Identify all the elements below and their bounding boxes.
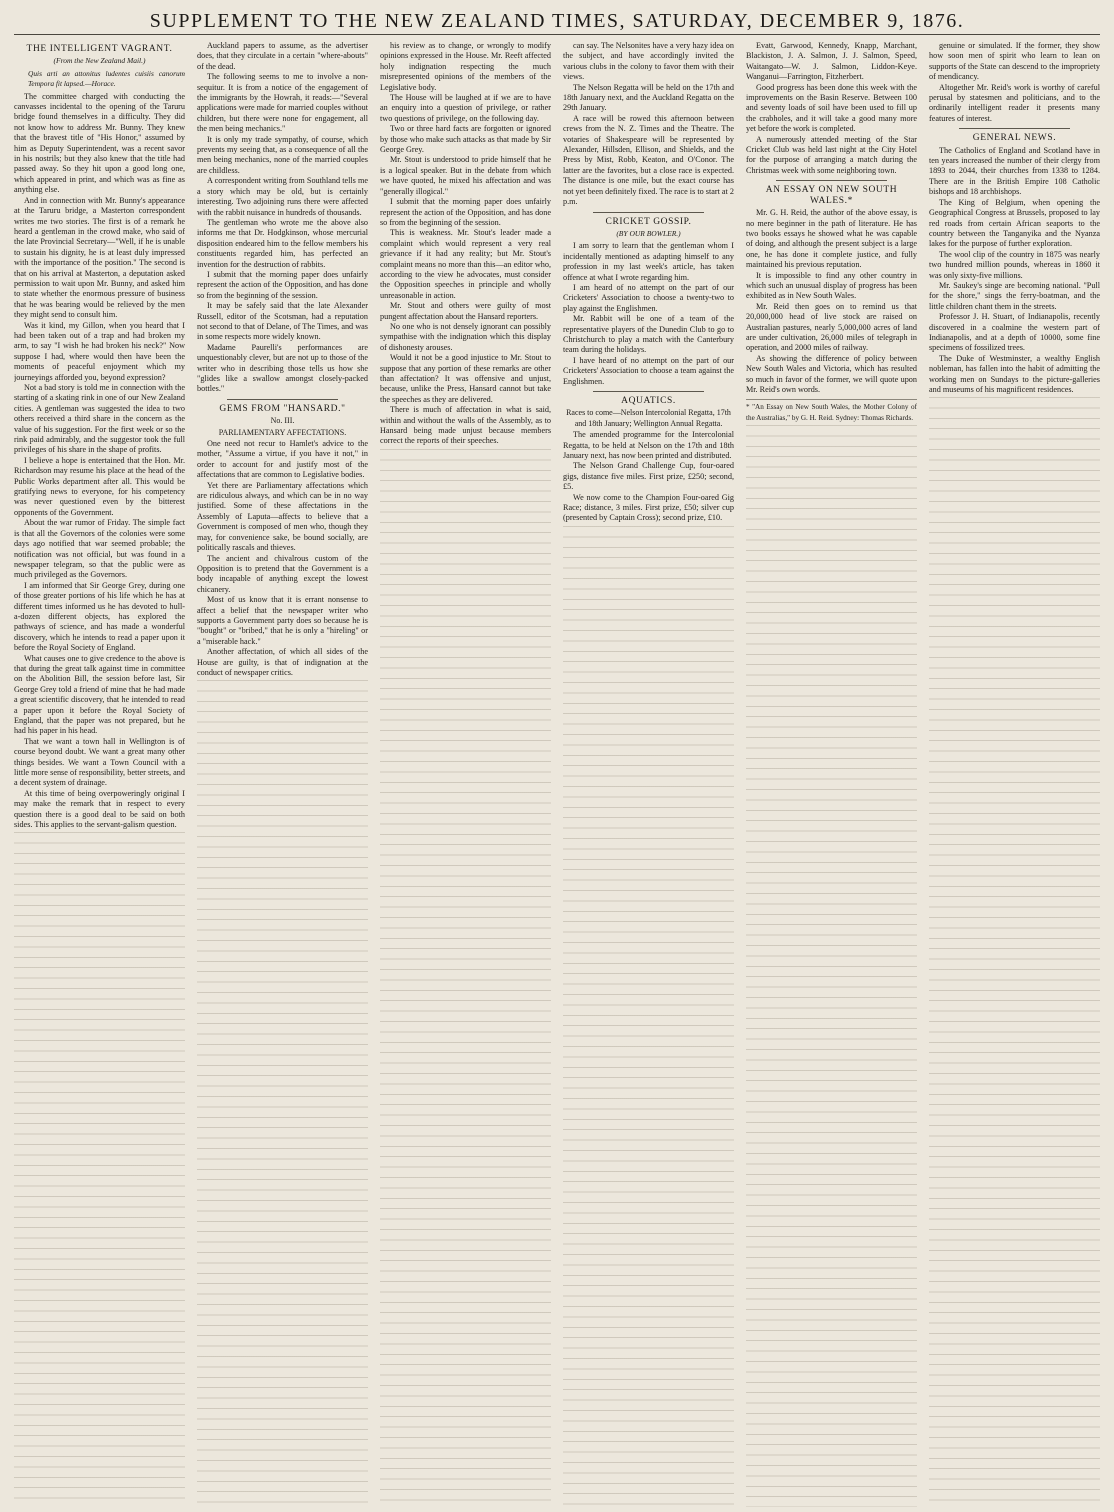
paragraph: There is much of affectation in what is said, within and without the walls of the Assembly, as to Hansard being made unjust because members correct the reports of their speeches.	[380, 405, 551, 446]
section-divider	[959, 128, 1070, 129]
paragraph: The wool clip of the country in 1875 was nearly two hundred million pounds, whereas in 1860 it was only sixty-five millions.	[929, 249, 1100, 280]
section-divider	[227, 399, 338, 400]
text-continuation	[380, 449, 551, 1507]
article-body	[563, 430, 734, 524]
article-body	[380, 41, 551, 447]
paragraph: The gentleman who wrote me the above also informs me that Dr. Hodgkinson, whose mercurial disposition endeared him to the fellow members his constituents regarded him, has perfected an invention for the destruction of rabbits.	[197, 217, 368, 269]
paragraph: Was it kind, my Gillon, when you heard that I had been taken out of a trap and had broken my arm, to say "I wish he had broken his neck?" Now suppose I had, where would then have been the moments of peaceful enjoyment which my journeyings afforded you, beyond expression?	[14, 320, 185, 382]
paragraph: The Nelson Grand Challenge Cup, four-oared gigs, distance five miles. First prize, £250; second, £5.	[563, 461, 734, 492]
paragraph: Mr. Saukey's singe are becoming national. "Pull for the shore," sings the ferry-boatman, and the little children chant them in the streets.	[929, 280, 1100, 311]
footnote: * "An Essay on New South Wales, the Mother Colony of the Australias," by G. H. Reid. Sydney: Thomas Richards.	[746, 399, 917, 423]
article-body	[197, 439, 368, 678]
article-body	[929, 41, 1100, 124]
paragraph: A race will be rowed this afternoon between crews from the N. Z. Times and the Theatre. The votaries of Shakespeare will be represented by Alexander, Hillsden, Ellison, and Shields, and the Press by Mist, Robb, Keaton, and O'Conor. The latter are the favorites, but a close race is expected. The distance is one mile, but the exact course has not yet been definitely fixed. The race is to start at 2 p.m.	[563, 113, 734, 207]
paragraph: Another affectation, of which all sides of the House are guilty, is that of indignation at the conduct of newspaper critics.	[197, 647, 368, 677]
paragraph: The House will be laughed at if we are to have an enquiry into a question of privilege, or rather two questions of privilege, on the following day.	[380, 93, 551, 123]
article-body	[197, 41, 368, 395]
paragraph: The committee charged with conducting the canvasses incidental to the opening of the Taruru bridge found themselves in a difficulty. They did not know how to address Mr. Bunny. They knew that the bravest title of "His Honor," assumed by him as Deputy Superintendent, was a recent savor in his nostrils; but they also knew that the title had passed away. So they hit upon a good long one, which appeared in print, and which was as fine as anything else.	[14, 91, 185, 195]
paragraph: Mr. G. H. Reid, the author of the above essay, is no mere beginner in the path of literature. He has two books essays he showed what he was capable of doing, and although the present subject is a large one, he has done it complete justice, and fully maintained his previous reputation.	[746, 208, 917, 270]
article-heading-cricket-gossip: CRICKET GOSSIP.	[605, 216, 692, 227]
paragraph: Mr. Reid then goes on to remind us that 20,000,000 head of live stock are raised on Australian pastures, nearly 5,000,000 acres of land are under cultivation, 26,000 miles of telegraph in operation, and 2000 miles of railway.	[746, 301, 917, 353]
article-heading-aquatics: AQUATICS.	[621, 396, 676, 406]
column-4	[563, 41, 734, 1507]
article-body	[563, 41, 734, 208]
paragraph: Professor J. H. Stuart, of Indianapolis, recently discovered in a coalmine the western part of Indianapolis, and at a depth of 10000, some fine specimens of fossilized trees.	[929, 312, 1100, 353]
article-number: No. III.	[270, 416, 295, 426]
paragraph: It may be safely said that the late Alexander Russell, editor of the Scotsman, had a reputation not second to that of Delane, of The Times, and was in some respects more widely known.	[197, 301, 368, 342]
paragraph: Mr. Stout is understood to pride himself that he is a logical speaker. But in the debate from which we have quoted, he mixed his affectation and was "generally illogical."	[380, 155, 551, 196]
article-body	[14, 92, 185, 831]
paragraph: genuine or simulated. If the former, they show how soon men of spirit who learn to lean on supports of the State can descend to the impropriety of mendicancy.	[929, 41, 1100, 82]
column-2	[197, 41, 368, 1507]
text-continuation	[197, 680, 368, 1507]
column-3	[380, 41, 551, 1507]
column-1	[14, 41, 185, 1507]
paragraph: Would it not be a good injustice to Mr. Stout to suppose that any portion of these remarks are other than affectation? It was offensive and unjust, because, unlike the Press, Hansard cannot but take the speeches as they are delivered.	[380, 353, 551, 404]
text-continuation	[563, 526, 734, 1507]
paragraph: The following seems to me to involve a non-sequitur. It is from a notice of the engagement of the immigrants by the Howrah, it reads:—"Several applications were made for married couples without children, but there were none for engagement, all the men being mechanics."	[197, 72, 368, 134]
paragraph: I have heard of no attempt on the part of our Cricketers' Association to choose a team against the Englishmen.	[563, 355, 734, 386]
paragraph: Auckland papers to assume, as the advertiser does, that they circulate in a certain "where-abouts" of the dead.	[197, 41, 368, 71]
paragraph: Evatt, Garwood, Kennedy, Knapp, Marchant, Blackiston, J. A. Salmon, J. J. Salmon, Speed, Waitangato—W. J. Salmon, Liddon-Keye. Wanganui—Farrington, Fitzherbert.	[746, 41, 917, 82]
article-epigraph: Quis arti an attonitus ludentes cuisiis canorum Tempora fit lapsed.—Horace.	[28, 68, 185, 89]
article-heading-intelligent-vagrant: THE INTELLIGENT VAGRANT.	[26, 44, 173, 54]
paragraph: Yet there are Parliamentary affectations which are ridiculous always, and which can be in no way justified. Some of these affectations in the Assembly of Laputa—affects to believe that a Government is composed of men who, though they may, for convenience sake, be bound socially, are politically rascals and thieves.	[197, 480, 368, 553]
masthead: SUPPLEMENT TO THE NEW ZEALAND TIMES, SATURDAY, DECEMBER 9, 1876.	[14, 8, 1100, 35]
paragraph: I believe a hope is entertained that the Hon. Mr. Richardson may resume his place at the head of the Public Works department after all. This would be gratifying news to everyone, for his competency was never questioned even by the bitterest opponents of the Government.	[14, 455, 185, 517]
article-heading-general-news: GENERAL NEWS.	[972, 133, 1057, 144]
column-5	[746, 41, 917, 1507]
paragraph: Most of us know that it is errant nonsense to affect a belief that the newspaper writer who supports a Government party does so because he is "bought" or "bribed," that he is only a "hireling" or a "miserable hack."	[197, 595, 368, 646]
paragraph: No one who is not densely ignorant can possibly sympathise with the indignation which this display of dishonesty arouses.	[380, 321, 551, 352]
paragraph: And in connection with Mr. Bunny's appearance at the Taruru bridge, a Masterton correspondent writes me two stories. The first is of a remark he heard a gentleman in the crowd make, who said of the late Provincial Secretary—"Well, if he is unable to sustain his dignity, he is at least duly impressed with the importance of the position." The second is that on his arrival at Masterton, a deputation asked permission to wait upon Mr. Bunny, and asked him to state whether the enormous pressure of business that he was bearing would be relieved by the men they might send to consult him.	[14, 195, 185, 320]
paragraph: Two or three hard facts are forgotten or ignored by those who make such attacks as that made by Sir George Grey.	[380, 124, 551, 155]
paragraph: Mr. Rabbit will be one of a team of the representative players of the Dunedin Club to go to Christchurch to play a match with the Canterbury team during the holidays.	[563, 314, 734, 355]
paragraph: Good progress has been done this week with the improvements on the Basin Reserve. Between 100 and seventy loads of soil have been used to fill up the crabholes, and it will take a good many more yet before the work is completed.	[746, 82, 917, 134]
paragraph: I am sorry to learn that the gentleman whom I incidentally mentioned as adapting himself to any profession in my last week's article, has taken offence at what I wrote regarding him.	[563, 241, 734, 282]
article-body	[746, 41, 917, 176]
paragraph: The King of Belgium, when opening the Geographical Congress at Brussels, proposed to lay red roads from certain African seaports to the country between the Tanganyika and the Nyanza lakes for the purpose of further exploration.	[929, 197, 1100, 249]
paragraph: As showing the difference of policy between New South Wales and Victoria, which has resulted so much in favor of the former, we will quote upon Mr. Reid's own words.	[746, 353, 917, 394]
paragraph: That we want a town hall in Wellington is of course beyond doubt. We want a great many other things besides. We want a Town Council with a little more sense of responsibility, better streets, and a decent system of drainage.	[14, 736, 185, 788]
paragraph: The ancient and chivalrous custom of the Opposition is to pretend that the Government is a body incapable of anything except the lowest chicanery.	[197, 553, 368, 594]
article-body	[746, 208, 917, 395]
column-6	[929, 41, 1100, 1507]
paragraph: can say. The Nelsonites have a very hazy idea on the subject, and have accordingly invited the various clubs in the colony to favor them with their views.	[563, 41, 734, 82]
article-subheading: PARLIAMENTARY AFFECTATIONS.	[218, 427, 347, 437]
paragraph: It is impossible to find any other country in which such an unusual display of progress has been exhibited as in New South Wales.	[746, 270, 917, 301]
paragraph: A numerously attended meeting of the Star Cricket Club was held last night at the City Hotel for the purpose of arranging a match during the Christmas week with some neighboring town.	[746, 134, 917, 175]
paragraph: What causes one to give credence to the above is that during the great talk against time in committee on the Abolition Bill, the session before last, Sir George Grey told a friend of mine that he had made a great scientific discovery, that he intended to read a paper upon it before the Royal Society of England, that the paper was not prepared, but he had his paper in his head.	[14, 653, 185, 736]
paragraph: I submit that the morning paper does unfairly represent the action of the Opposition, and has done so from the beginning of the session.	[380, 197, 551, 227]
text-continuation	[746, 425, 917, 1507]
paragraph: I am informed that Sir George Grey, during one of those greater portions of his life which he has at different times informed us he has devoted to hull-a-dozen different objects, has explored the pathways of science, and has made a wonderful discovery, which he intends to read a paper upon it before the Royal Society of England.	[14, 580, 185, 653]
paragraph: The amended programme for the Intercolonial Regatta, to be held at Nelson on the 17th and 18th January next, has now been printed and distributed.	[563, 430, 734, 461]
paragraph: The Catholics of England and Scotland have in ten years increased the number of their clergy from 1893 to 2044, their churches from 1338 to 1284. There are in the British Empire 108 Catholic bishops and 18 archbishops.	[929, 145, 1100, 197]
article-byline: (BY OUR BOWLER.)	[616, 228, 681, 238]
article-heading-essay-new-south-wales: AN ESSAY ON NEW SOUTH WALES.*	[765, 185, 898, 206]
paragraph: At this time of being overpoweringly original I may make the remark that in respect to every question there is a good deal to be said on both sides. This applies to the servant-galism question.	[14, 788, 185, 830]
paragraph: Madame Paurelli's performances are unquestionably clever, but are not up to those of the writer who in describing those tells us how she "glides like a swallow amongst closely-packed bottles."	[197, 342, 368, 394]
paragraph: This is weakness. Mr. Stout's leader made a complaint which would represent a very real grievance if it had any reality; but Mr. Stout's complaint means no more than this—an editor who, according to the view he advocates, must consider the Opposition speeches in principle and wholly unreasonable in action.	[380, 228, 551, 300]
paragraph: his review as to change, or wrongly to modify opinions expressed in the House. Mr. Reeft affected holy indignation respecting the much misrepresented opinions of the members of the Legislative body.	[380, 41, 551, 92]
text-continuation	[14, 832, 185, 1507]
article-body	[929, 146, 1100, 396]
paragraph: About the war rumor of Friday. The simple fact is that all the Governors of the colonies were some days ago notified that war seemed probable; the notification was not official, but was found in a newspaper telegram, so that the public were as much privileged as the Governors.	[14, 518, 185, 580]
columns	[14, 41, 1100, 1507]
paragraph: It is only my trade sympathy, of course, which prevents my seeing that, as a consequence of all the men being mechanics, none of the married couples are childless.	[197, 134, 368, 175]
article-subheading: Races to come—Nelson Intercolonial Regatta, 17th and 18th January; Wellington Annual Regatta.	[566, 408, 731, 428]
paragraph: The Duke of Westminster, a wealthy English nobleman, has fallen into the habit of admitting the working men on Sundays to the picture-galleries and museums of his magnificent residences.	[929, 353, 1100, 394]
paragraph: We now come to the Champion Four-oared Gig Race; distance, 3 miles. First prize, £50; silver cup (presented by Captain Cross); second prize, £10.	[563, 492, 734, 523]
article-byline: (From the New Zealand Mail.)	[53, 56, 146, 66]
paragraph: I am heard of no attempt on the part of our Cricketers' Association to choose a twenty-two to play against the Englishmen.	[563, 282, 734, 313]
article-heading-gems-from-hansard: GEMS FROM "HANSARD."	[219, 403, 346, 414]
text-continuation	[929, 397, 1100, 1507]
section-divider	[776, 180, 887, 181]
paragraph: Mr. Stout and others were guilty of most pungent affectation about the Hansard reporters.	[380, 301, 551, 321]
article-body	[563, 241, 734, 387]
paragraph: Altogether Mr. Reid's work is worthy of careful perusal by statesmen and politicians, and to the ordinarily intelligent reader it presents many features of interest.	[929, 82, 1100, 123]
section-divider	[593, 391, 704, 392]
paragraph: I submit that the morning paper does unfairly represent the action of the Opposition, and has done so from the beginning of the session.	[197, 269, 368, 300]
paragraph: The Nelson Regatta will be held on the 17th and 18th January next, and the Auckland Regatta on the 29th January.	[563, 82, 734, 113]
section-divider	[593, 212, 704, 213]
paragraph: One need not recur to Hamlet's advice to the mother, "Assume a virtue, if you have it not," in order to account for and justify most of the affectations that are common to Legislative bodies.	[197, 439, 368, 480]
paragraph: A correspondent writing from Southland tells me a story which may be old, but is certainly interesting. Two adjoining runs there were affected with the rabbit nuisance in hundreds of thousands.	[197, 176, 368, 217]
paragraph: Not a bad story is told me in connection with the starting of a skating rink in one of our New Zealand cities. A gentleman was suggested the idea to two others received a third share in the concern as the value of his suggestion. For the first week or so the rink paid admirably, and the suggestor took the full privileges of his share in the shape of profits.	[14, 383, 185, 455]
